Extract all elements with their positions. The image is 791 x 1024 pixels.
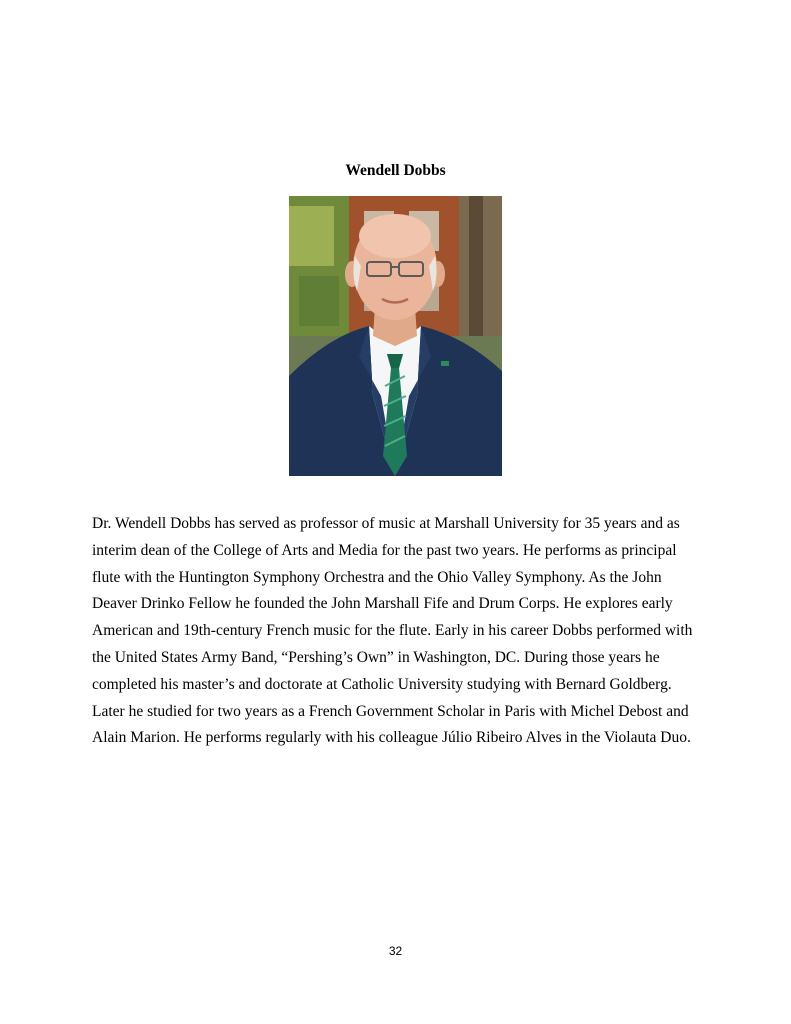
page-number: 32: [388, 944, 403, 958]
portrait-photo: [289, 196, 502, 476]
biography-paragraph: Dr. Wendell Dobbs has served as professor of music at Marshall University for 35 years and as interim dean of the College of Arts and Media for the past two years. He performs as principal flute with the Huntington Symphony Orchestra and the Ohio Valley Symphony. As the John Deaver Drinko Fellow he founded the John Marshall Fife and Drum Corps. He explores early American and 19th-century French music for the flute. Early in his career Dobbs performed with the United States Army Band, “Pershing’s Own” in Washington, DC. During those years he completed his master’s and doctorate at Catholic University studying with Bernard Goldberg. Later he studied for two years as a French Government Scholar in Paris with Michel Debost and Alain Marion. He performs regularly with his colleague Júlio Ribeiro Alves in the Violauta Duo.: [92, 515, 693, 747]
page-title: Wendell Dobbs: [345, 162, 446, 179]
